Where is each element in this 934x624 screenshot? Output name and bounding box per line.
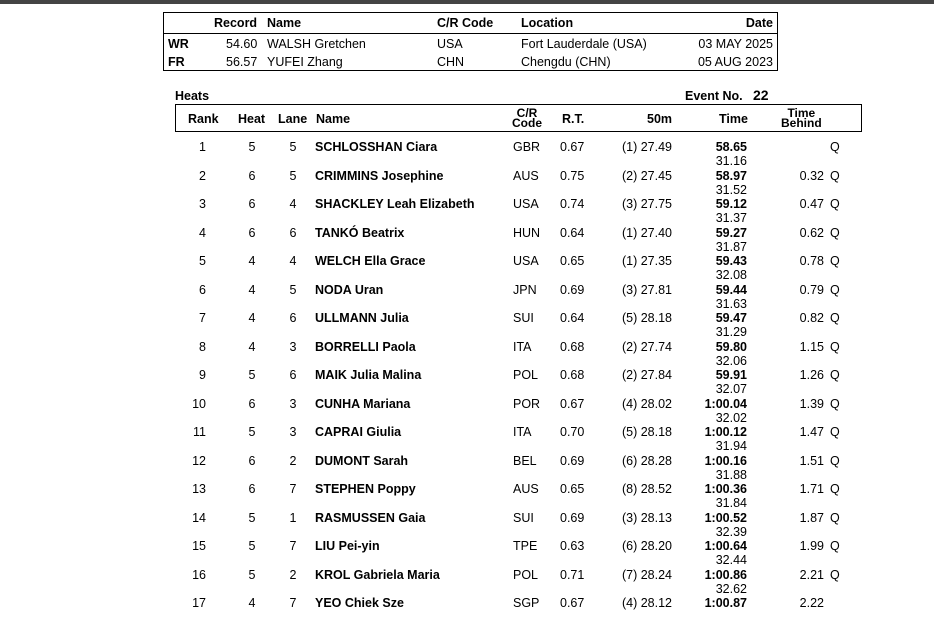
record-type: WR	[168, 37, 189, 51]
reaction-time: 0.68	[560, 339, 585, 354]
final-time: 58.97	[715, 168, 747, 183]
heat-cell: 5	[248, 140, 256, 154]
lane-cell: 1	[289, 510, 297, 525]
split-50m: (1) 27.49	[621, 140, 672, 154]
athlete-name: RASMUSSEN Gaia	[315, 510, 426, 525]
results-header	[175, 104, 862, 132]
event-number: 22	[753, 87, 769, 103]
second-split: 32.44	[715, 553, 747, 567]
records-header-location: Location	[521, 16, 574, 30]
second-split: 31.94	[715, 439, 747, 453]
time-behind: 0.82	[799, 311, 824, 325]
heat-cell: 6	[248, 225, 256, 240]
athlete-name: DUMONT Sarah	[315, 453, 409, 468]
country-code: SGP	[513, 596, 540, 610]
athlete-name: CRIMMINS Josephine	[315, 168, 444, 183]
records-box	[163, 12, 778, 71]
lane-cell: 6	[289, 225, 297, 240]
heat-cell: 6	[248, 453, 256, 468]
result-row	[175, 140, 862, 168]
time-behind: 0.32	[799, 168, 824, 183]
final-time: 59.47	[715, 311, 747, 325]
country-code: USA	[513, 197, 539, 211]
rank-cell: 9	[199, 368, 206, 382]
result-row	[175, 568, 862, 596]
country-code: GBR	[513, 140, 541, 154]
second-split: 32.02	[715, 410, 747, 425]
athlete-name: SCHLOSSHAN Ciara	[315, 140, 438, 154]
final-time: 58.65	[715, 140, 747, 154]
qualification-mark: Q	[830, 482, 840, 496]
reaction-time: 0.75	[560, 168, 585, 183]
lane-cell: 7	[289, 539, 297, 553]
result-row	[175, 197, 862, 225]
record-date: 05 AUG 2023	[697, 55, 773, 69]
heat-cell: 5	[248, 510, 256, 525]
country-code: JPN	[513, 282, 537, 297]
split-50m: (2) 27.84	[621, 368, 672, 382]
final-time: 1:00.36	[704, 482, 747, 496]
final-time: 59.43	[715, 254, 747, 268]
split-50m: (1) 27.40	[621, 225, 672, 240]
athlete-name: TANKÓ Beatrix	[315, 225, 405, 240]
top-border	[0, 0, 934, 4]
rank-cell: 12	[192, 453, 206, 468]
split-50m: (4) 28.12	[621, 596, 672, 610]
lane-cell: 5	[289, 140, 297, 154]
qualification-mark: Q	[830, 282, 840, 297]
heat-cell: 5	[248, 425, 256, 439]
heat-cell: 4	[248, 282, 256, 297]
col-50m: 50m	[647, 112, 673, 126]
event-label: Event No.	[685, 89, 743, 103]
col-code-line1: C/R	[516, 106, 538, 120]
qualification-mark: Q	[830, 396, 840, 411]
lane-cell: 5	[289, 168, 297, 183]
record-location: Fort Lauderdale (USA)	[521, 37, 647, 51]
qualification-mark: Q	[830, 453, 840, 468]
reaction-time: 0.67	[560, 596, 585, 610]
heat-cell: 5	[248, 368, 256, 382]
final-time: 1:00.64	[704, 539, 747, 553]
time-behind: 1.47	[799, 425, 824, 439]
final-time: 1:00.12	[704, 425, 747, 439]
reaction-time: 0.70	[560, 425, 585, 439]
record-code: USA	[437, 37, 463, 51]
rank-cell: 17	[192, 596, 206, 610]
second-split: 31.29	[715, 325, 747, 339]
time-behind: 1.15	[799, 339, 824, 354]
country-code: POR	[513, 396, 541, 411]
rank-cell: 2	[199, 168, 206, 183]
rank-cell: 3	[199, 197, 206, 211]
result-row	[175, 254, 862, 282]
country-code: AUS	[513, 482, 539, 496]
heat-cell: 6	[248, 396, 256, 411]
country-code: BEL	[513, 453, 537, 468]
col-code	[512, 108, 542, 128]
second-split: 32.08	[715, 268, 747, 282]
rank-cell: 10	[192, 396, 206, 411]
country-code: AUS	[513, 168, 539, 183]
rank-cell: 11	[193, 425, 206, 439]
split-50m: (2) 27.74	[621, 339, 672, 354]
heat-cell: 4	[248, 311, 256, 325]
final-time: 59.91	[715, 368, 747, 382]
record-date: 03 MAY 2025	[698, 37, 773, 51]
country-code: SUI	[513, 311, 534, 325]
rank-cell: 8	[199, 339, 206, 354]
athlete-name: CUNHA Mariana	[315, 396, 411, 411]
qualification-mark: Q	[830, 510, 840, 525]
reaction-time: 0.67	[560, 396, 585, 411]
records-header-name: Name	[267, 16, 302, 30]
heat-cell: 4	[248, 254, 256, 268]
split-50m: (6) 28.28	[621, 453, 672, 468]
final-time: 59.12	[715, 197, 747, 211]
split-50m: (2) 27.45	[621, 168, 672, 183]
col-code-line2: Code	[512, 116, 542, 130]
col-behind-line1: Time	[787, 106, 816, 120]
final-time: 1:00.52	[704, 510, 747, 525]
rank-cell: 5	[199, 254, 206, 268]
athlete-name: KROL Gabriela Maria	[315, 567, 440, 582]
country-code: POL	[513, 567, 539, 582]
athlete-name: NODA Uran	[315, 282, 384, 297]
lane-cell: 3	[289, 339, 297, 354]
heat-cell: 6	[248, 197, 256, 211]
athlete-name: YEO Chiek Sze	[315, 596, 404, 610]
final-time: 59.44	[715, 282, 747, 297]
time-behind: 0.78	[799, 254, 824, 268]
time-behind: 1.51	[799, 453, 824, 468]
lane-cell: 2	[289, 567, 297, 582]
second-split: 31.84	[715, 496, 747, 510]
qualification-mark: Q	[830, 254, 840, 268]
record-code: CHN	[437, 55, 465, 69]
qualification-mark: Q	[830, 368, 840, 382]
reaction-time: 0.69	[560, 453, 585, 468]
final-time: 59.80	[715, 339, 747, 354]
final-time: 1:00.86	[704, 567, 747, 582]
heat-cell: 5	[248, 539, 256, 553]
second-split: 32.07	[715, 382, 747, 396]
qualification-mark: Q	[830, 140, 840, 154]
qualification-mark: Q	[830, 197, 840, 211]
col-name: Name	[316, 112, 351, 126]
result-row	[175, 226, 862, 254]
athlete-name: WELCH Ella Grace	[315, 254, 426, 268]
result-row	[175, 482, 862, 510]
rank-cell: 4	[199, 225, 206, 240]
records-header-date: Date	[745, 16, 773, 30]
record-holder: WALSH Gretchen	[267, 37, 366, 51]
record-time: 54.60	[226, 37, 258, 51]
reaction-time: 0.64	[560, 225, 585, 240]
col-rt: R.T.	[562, 112, 585, 126]
heats-label: Heats	[175, 89, 210, 103]
rank-cell: 14	[192, 510, 206, 525]
athlete-name: MAIK Julia Malina	[315, 368, 422, 382]
result-row	[175, 539, 862, 567]
final-time: 1:00.04	[704, 396, 747, 411]
country-code: USA	[513, 254, 539, 268]
final-time: 1:00.16	[704, 453, 747, 468]
result-row	[175, 368, 862, 396]
rank-cell: 6	[199, 282, 206, 297]
reaction-time: 0.64	[560, 311, 585, 325]
athlete-name: SHACKLEY Leah Elizabeth	[315, 197, 475, 211]
reaction-time: 0.69	[560, 282, 585, 297]
result-row	[175, 169, 862, 197]
qualification-mark: Q	[830, 425, 840, 439]
result-row	[175, 397, 862, 425]
lane-cell: 6	[289, 368, 297, 382]
split-50m: (7) 28.24	[621, 567, 672, 582]
lane-cell: 3	[289, 396, 297, 411]
time-behind: 1.26	[799, 368, 824, 382]
second-split: 32.39	[715, 524, 747, 539]
athlete-name: CAPRAI Giulia	[315, 425, 402, 439]
time-behind: 1.87	[799, 510, 824, 525]
country-code: SUI	[513, 510, 534, 525]
reaction-time: 0.65	[560, 254, 585, 268]
time-behind: 2.21	[799, 567, 824, 582]
records-header-record: Record	[214, 16, 258, 30]
second-split: 32.62	[715, 581, 747, 596]
col-time: Time	[719, 112, 748, 126]
split-50m: (4) 28.02	[621, 396, 672, 411]
result-row	[175, 454, 862, 482]
athlete-name: ULLMANN Julia	[315, 311, 409, 325]
reaction-time: 0.63	[560, 539, 585, 553]
col-heat: Heat	[238, 112, 266, 126]
second-split: 31.63	[715, 296, 747, 311]
heat-cell: 4	[248, 596, 256, 610]
second-split: 31.16	[715, 154, 747, 168]
second-split: 32.06	[715, 353, 747, 368]
second-split: 31.88	[715, 467, 747, 482]
time-behind: 1.71	[799, 482, 824, 496]
result-row	[175, 511, 862, 539]
col-lane: Lane	[278, 112, 308, 126]
time-behind: 0.62	[799, 225, 824, 240]
athlete-name: STEPHEN Poppy	[315, 482, 416, 496]
split-50m: (5) 28.18	[621, 311, 672, 325]
lane-cell: 5	[289, 282, 297, 297]
lane-cell: 7	[289, 482, 297, 496]
col-time-behind	[781, 108, 822, 128]
time-behind: 1.39	[799, 396, 824, 411]
qualification-mark: Q	[830, 567, 840, 582]
records-divider	[164, 33, 777, 34]
col-behind-line2: Behind	[781, 116, 822, 130]
split-50m: (5) 28.18	[621, 425, 672, 439]
qualification-mark: Q	[830, 168, 840, 183]
reaction-time: 0.67	[560, 140, 585, 154]
record-holder: YUFEI Zhang	[267, 55, 343, 69]
second-split: 31.37	[715, 211, 747, 225]
country-code: ITA	[513, 339, 532, 354]
records-header-code: C/R Code	[437, 16, 494, 30]
country-code: HUN	[513, 225, 541, 240]
split-50m: (3) 27.81	[621, 282, 672, 297]
qualification-mark: Q	[830, 311, 840, 325]
result-row	[175, 425, 862, 453]
rank-cell: 13	[192, 482, 206, 496]
reaction-time: 0.65	[560, 482, 585, 496]
athlete-name: BORRELLI Paola	[315, 339, 416, 354]
rank-cell: 7	[199, 311, 206, 325]
time-behind: 1.99	[799, 539, 824, 553]
heat-cell: 6	[248, 168, 256, 183]
reaction-time: 0.69	[560, 510, 585, 525]
result-row	[175, 311, 862, 339]
lane-cell: 4	[289, 254, 297, 268]
lane-cell: 7	[289, 596, 297, 610]
lane-cell: 3	[289, 425, 297, 439]
rank-cell: 15	[192, 539, 206, 553]
result-row	[175, 596, 862, 624]
time-behind: 2.22	[799, 596, 824, 610]
athlete-name: LIU Pei-yin	[315, 539, 380, 553]
second-split: 31.52	[715, 182, 747, 197]
reaction-time: 0.71	[560, 567, 585, 582]
result-row	[175, 340, 862, 368]
lane-cell: 6	[289, 311, 297, 325]
second-split: 31.87	[715, 239, 747, 254]
time-behind: 0.79	[799, 282, 824, 297]
heat-cell: 6	[248, 482, 256, 496]
lane-cell: 2	[289, 453, 297, 468]
heat-cell: 5	[248, 567, 256, 582]
result-row	[175, 283, 862, 311]
final-time: 1:00.87	[704, 596, 747, 610]
split-50m: (3) 28.13	[621, 510, 672, 525]
qualification-mark: Q	[830, 539, 840, 553]
heat-cell: 4	[248, 339, 256, 354]
record-type: FR	[168, 55, 185, 69]
qualification-mark: Q	[830, 339, 840, 354]
qualification-mark: Q	[830, 225, 840, 240]
time-behind: 0.47	[799, 197, 824, 211]
split-50m: (8) 28.52	[621, 482, 672, 496]
split-50m: (6) 28.20	[621, 539, 672, 553]
record-time: 56.57	[226, 55, 258, 69]
country-code: ITA	[513, 425, 532, 439]
split-50m: (3) 27.75	[621, 197, 672, 211]
country-code: POL	[513, 368, 539, 382]
record-location: Chengdu (CHN)	[521, 55, 611, 69]
lane-cell: 4	[289, 197, 297, 211]
split-50m: (1) 27.35	[621, 254, 672, 268]
col-rank: Rank	[188, 112, 219, 126]
final-time: 59.27	[715, 225, 747, 240]
reaction-time: 0.74	[560, 197, 585, 211]
reaction-time: 0.68	[560, 368, 585, 382]
country-code: TPE	[513, 539, 538, 553]
rank-cell: 1	[199, 140, 206, 154]
rank-cell: 16	[192, 567, 206, 582]
